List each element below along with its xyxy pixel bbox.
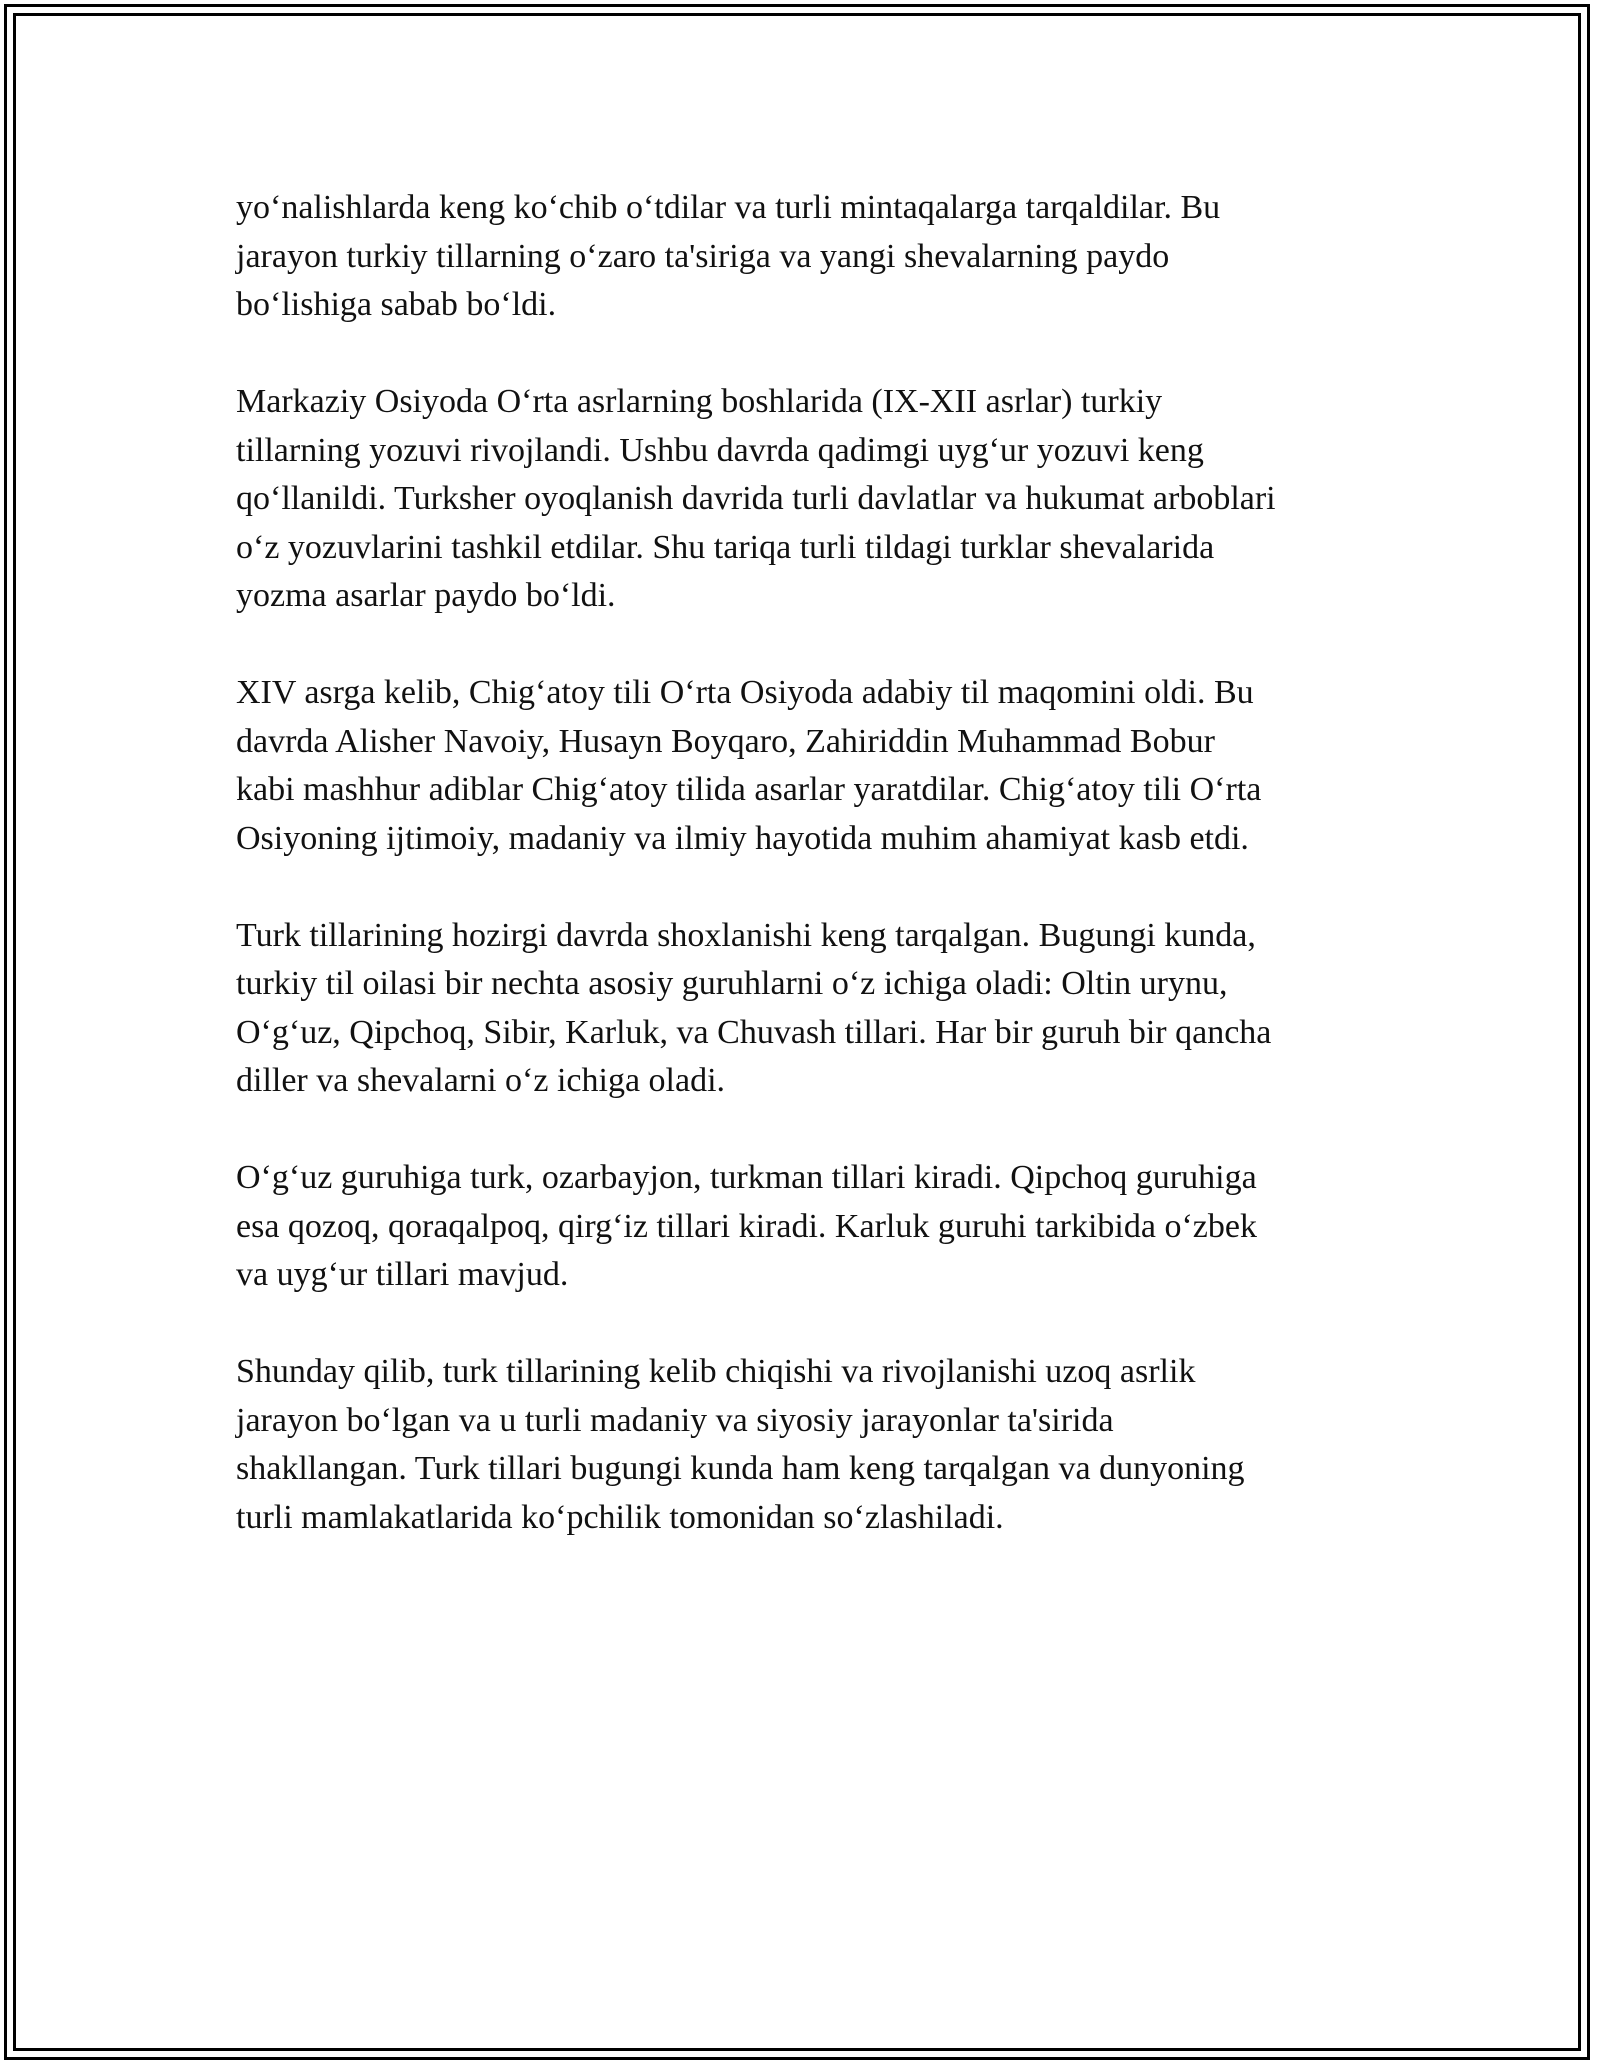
paragraph-5: [236, 1154, 1376, 1300]
text-line: va uyg‘ur tillari mavjud.: [236, 1256, 569, 1293]
text-line: O‘g‘uz, Qipchoq, Sibir, Karluk, va Chuvash tillari. Har bir guruh bir qancha: [236, 1013, 1272, 1051]
text-line: turkiy til oilasi bir nechta asosiy guruhlarni o‘z ichiga oladi: Oltin urynu,: [236, 965, 1228, 1002]
text-line: Shunday qilib, turk tillarining kelib chiqishi va rivojlanishi uzoq asrlik: [236, 1353, 1196, 1390]
text-line: kabi mashhur adiblar Chig‘atoy tilida asarlar yaratdilar. Chig‘atoy tili O‘rta: [236, 771, 1262, 808]
text-line: shakllangan. Turk tillari bugungi kunda ham keng tarqalgan va dunyoning: [236, 1450, 1245, 1487]
text-line: turli mamlakatlarida ko‘pchilik tomonidan so‘zlashiladi.: [236, 1498, 1004, 1536]
paragraph-3: [236, 669, 1376, 863]
text-line: davrda Alisher Navoiy, Husayn Boyqaro, Zahiriddin Muhammad Bobur: [236, 722, 1215, 760]
document-body: [236, 184, 1376, 1591]
text-line: esa qozoq, qoraqalpoq, qirg‘iz tillari kiradi. Karluk guruhi tarkibida o‘zbek: [236, 1207, 1257, 1245]
text-line: diller va shevalarni o‘z ichiga oladi.: [236, 1062, 726, 1099]
text-line: Osiyoning ijtimoiy, madaniy va ilmiy hayotida muhim ahamiyat kasb etdi.: [236, 819, 1249, 857]
text-line: O‘g‘uz guruhiga turk, ozarbayjon, turkman tillari kiradi. Qipchoq guruhiga: [236, 1159, 1257, 1196]
paragraph-6: [236, 1348, 1376, 1542]
text-line: tillarning yozuvi rivojlandi. Ushbu davrda qadimgi uyg‘ur yozuvi keng: [236, 431, 1204, 469]
text-line: bo‘lishiga sabab bo‘ldi.: [236, 286, 557, 323]
text-line: o‘z yozuvlarini tashkil etdilar. Shu tariqa turli tildagi turklar shevalarida: [236, 528, 1215, 566]
text-line: yo‘nalishlarda keng ko‘chib o‘tdilar va turli mintaqalarga tarqaldilar. Bu: [236, 189, 1221, 226]
text-line: jarayon bo‘lgan va u turli madaniy va siyosiy jarayonlar ta'sirida: [236, 1401, 1114, 1439]
text-line: qo‘llanildi. Turksher oyoqlanish davrida turli davlatlar va hukumat arboblari: [236, 480, 1276, 517]
text-line: yozma asarlar paydo bo‘ldi.: [236, 577, 616, 614]
text-line: Markaziy Osiyoda O‘rta asrlarning boshlarida (IX-XII asrlar) turkiy: [236, 383, 1163, 420]
text-line: XIV asrga kelib, Chig‘atoy tili O‘rta Osiyoda adabiy til maqomini oldi. Bu: [236, 674, 1254, 711]
text-line: jarayon turkiy tillarning o‘zaro ta'siriga va yangi shevalarning paydo: [236, 237, 1170, 275]
paragraph-1: [236, 184, 1376, 330]
paragraph-2: [236, 378, 1376, 621]
text-line: Turk tillarining hozirgi davrda shoxlanishi keng tarqalgan. Bugungi kunda,: [236, 916, 1256, 954]
paragraph-4: [236, 912, 1376, 1106]
